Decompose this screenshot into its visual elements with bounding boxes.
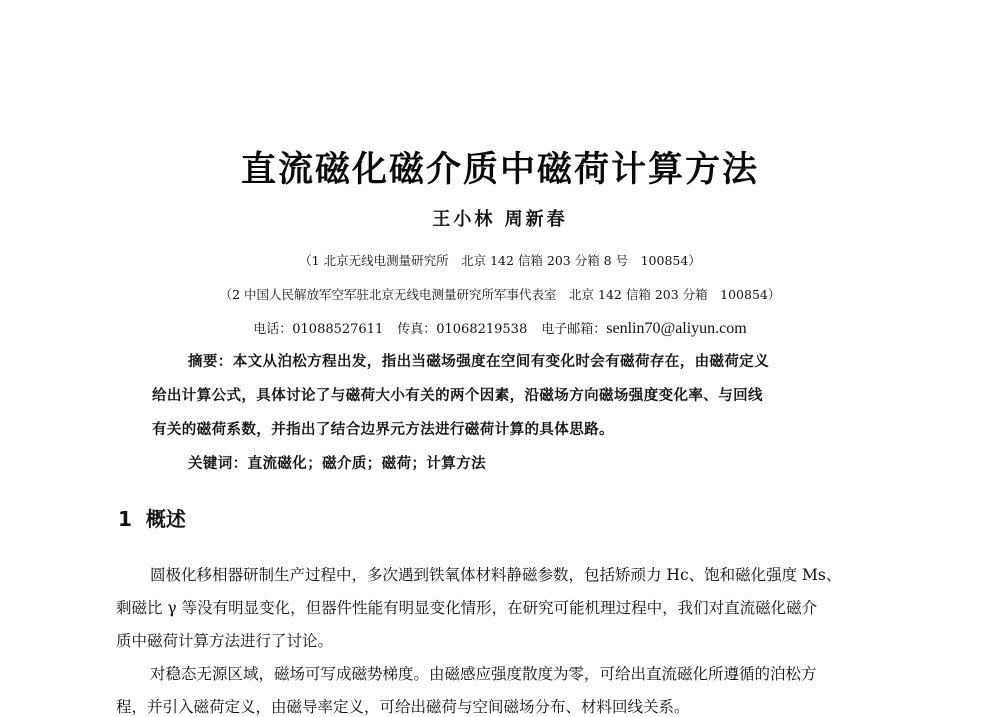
- affiliation-2: （2 中国人民解放军空军驻北京无线电测量研究所军事代表室 北京 142 信箱 203 分箱 100854）: [219, 287, 781, 302]
- body-line-5: 程，并引入磁荷定义，由磁导率定义，可给出磁荷与空间磁场分布、材料回线关系。: [116, 698, 690, 716]
- paper-title: 直流磁化磁介质中磁荷计算方法: [240, 150, 759, 190]
- section-title: 概述: [145, 507, 186, 531]
- paper-authors: 王小林 周新春: [432, 209, 568, 230]
- abstract-line-2: 给出计算公式，具体讨论了与磁荷大小有关的两个因素，沿磁场方向磁场强度变化率、与回线: [152, 387, 763, 404]
- keywords-label: 关键词：: [188, 456, 248, 472]
- section-heading-1: [118, 503, 186, 532]
- email-label: 电子邮箱：: [541, 322, 607, 337]
- body-line-2: 剩磁比 γ 等没有明显变化，但器件性能有明显变化情形，在研究可能机理过程中，我们对直流磁化磁介: [116, 599, 818, 617]
- email-group: [541, 322, 747, 337]
- keywords-line: [188, 452, 486, 473]
- contact-line: [0, 318, 1000, 338]
- section-number: 1: [118, 507, 132, 531]
- affiliation-1: （1 北京无线电测量研究所 北京 142 信箱 203 分箱 8 号 100854）: [299, 253, 701, 268]
- abstract-label: 摘要：: [188, 354, 233, 370]
- phone-text: 电话：01088527611: [253, 322, 384, 337]
- abstract-text-1: 本文从泊松方程出发，指出当磁场强度在空间有变化时会有磁荷存在，由磁荷定义: [232, 353, 770, 370]
- body-line-1: 圆极化移相器研制生产过程中，多次遇到铁氧体材料静磁参数，包括矫顽力 Hc、饱和磁化强度 Ms、: [150, 566, 842, 584]
- abstract-line-1: [188, 350, 769, 371]
- body-line-4: 对稳态无源区域，磁场可写成磁势梯度。由磁感应强度散度为零，可给出直流磁化所遵循的泊松方: [150, 665, 817, 683]
- keywords-text: 直流磁化；磁介质；磁荷；计算方法: [247, 455, 487, 472]
- abstract-line-3: 有关的磁荷系数，并指出了结合边界元方法进行磁荷计算的具体思路。: [152, 421, 614, 438]
- fax-text: 传真：01068219538: [397, 322, 528, 337]
- email-link[interactable]: senlin70@aliyun.com: [606, 320, 747, 337]
- body-line-3: 质中磁荷计算方法进行了讨论。: [116, 632, 334, 650]
